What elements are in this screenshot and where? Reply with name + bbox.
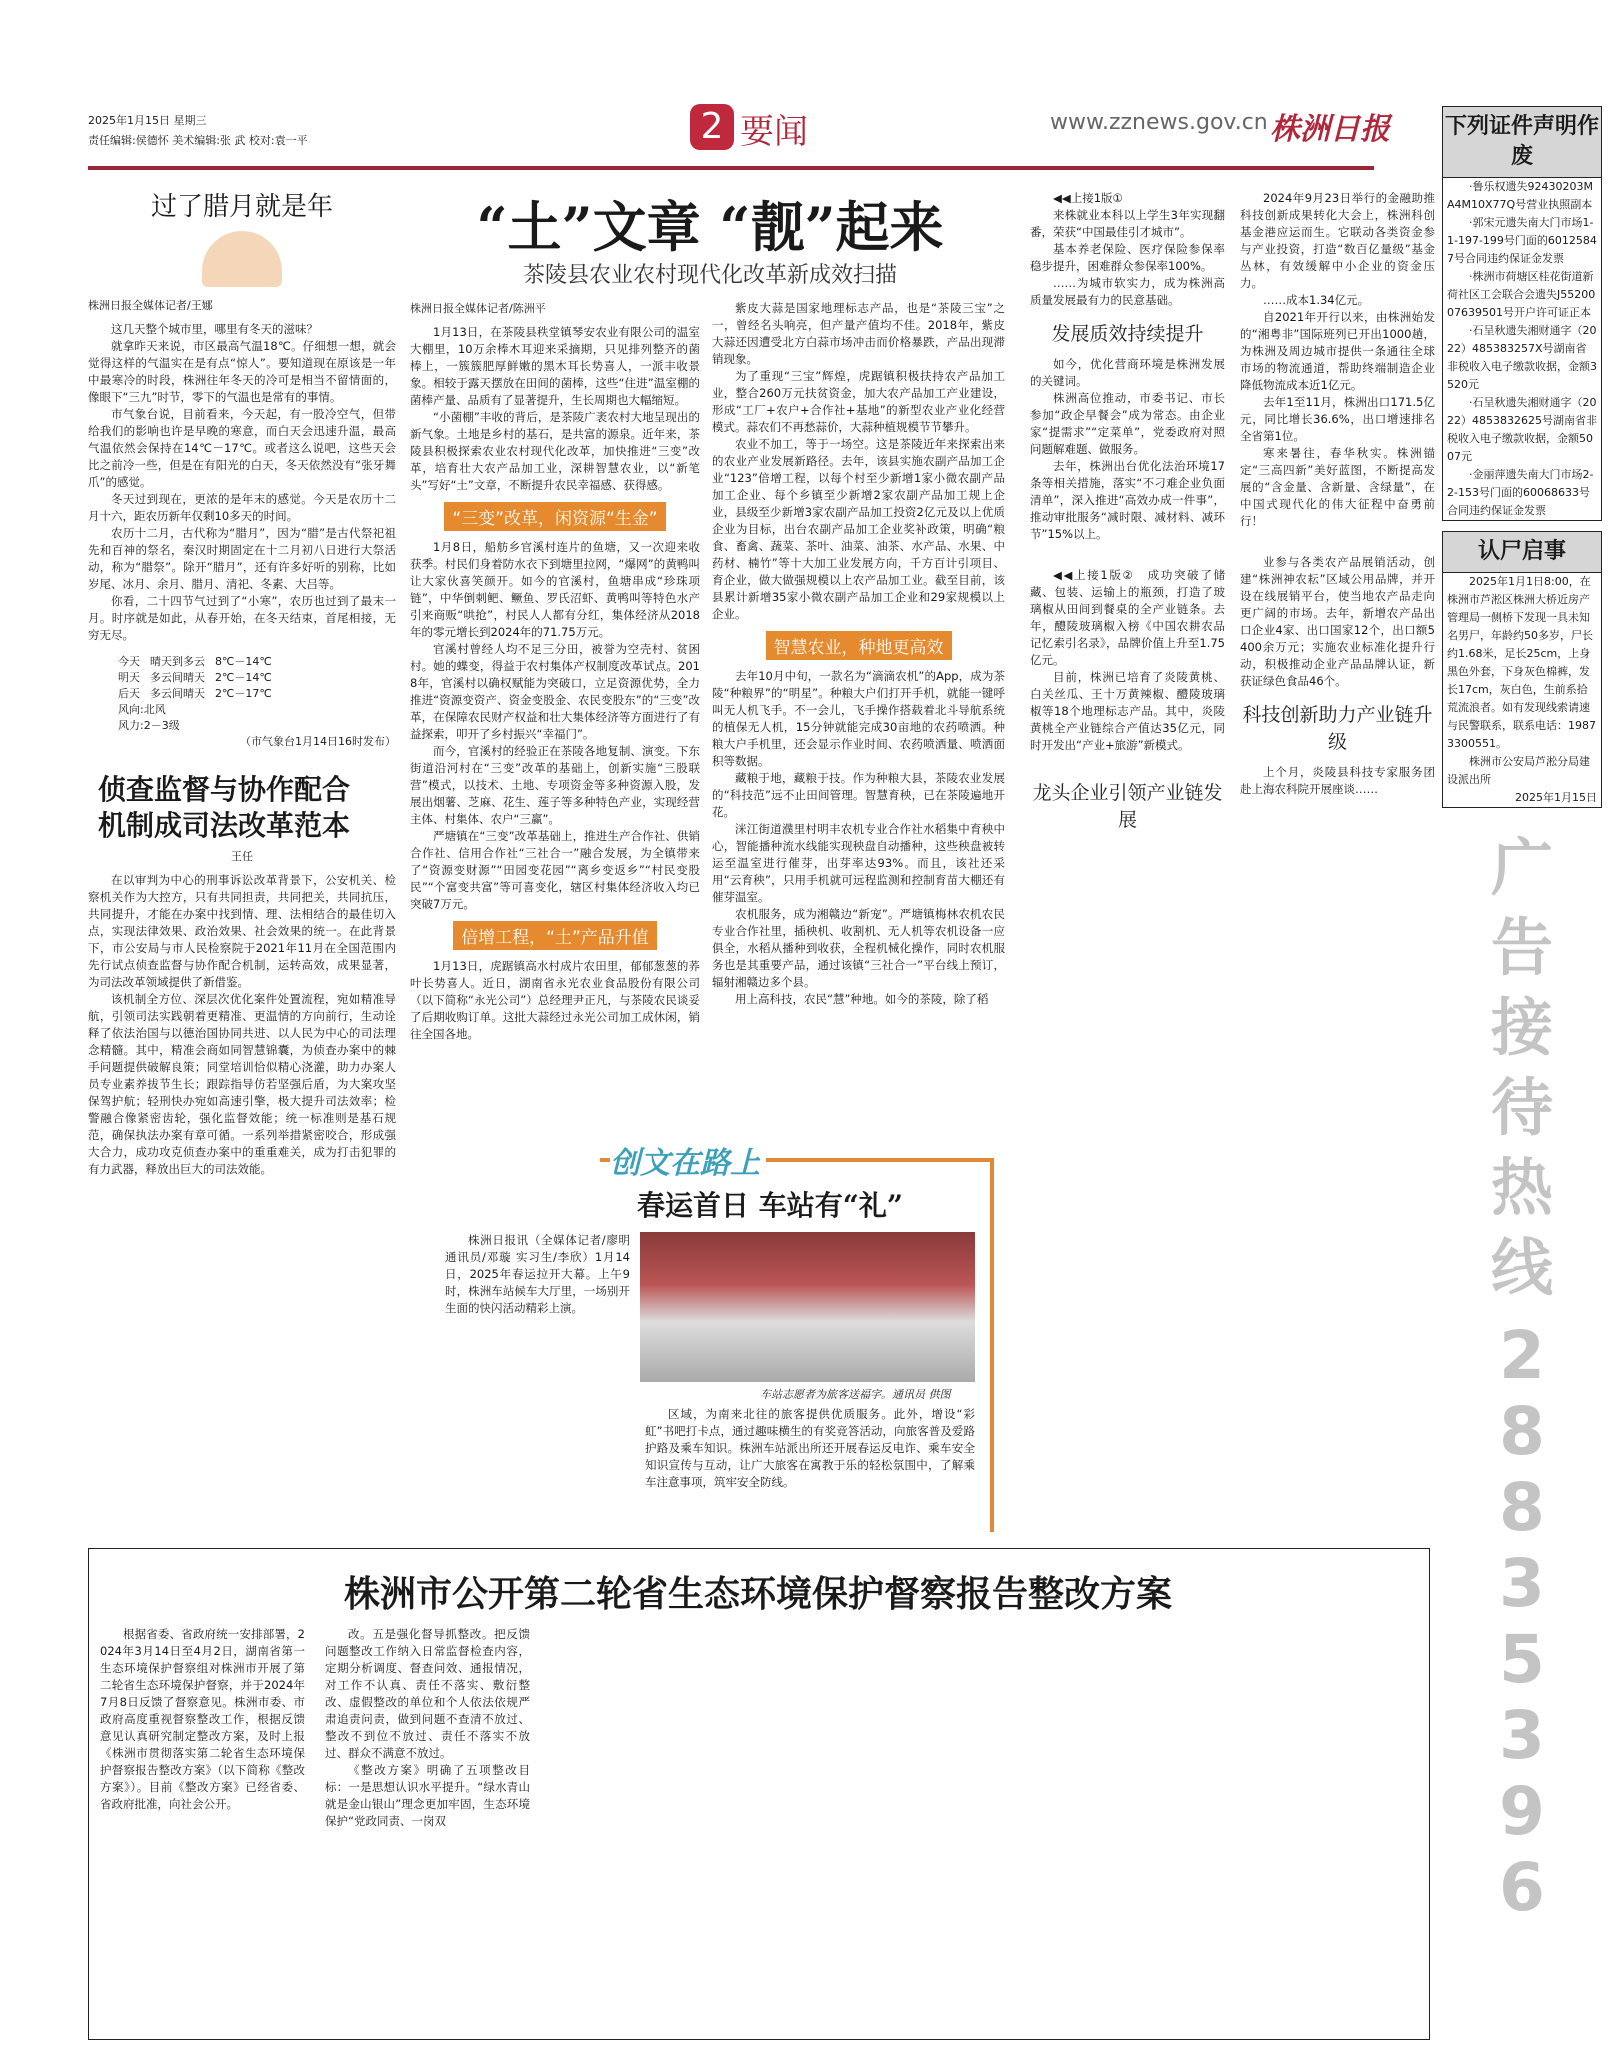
- weather-temp: 8℃－14℃: [215, 655, 272, 668]
- weather-day: 后天: [118, 687, 140, 700]
- main-column-2: [712, 300, 1005, 1008]
- subhead: 智慧农业，种地更高效: [766, 631, 952, 660]
- paragraph: 去年，株洲出台优化法治环境17条等相关措施，落实“不刁难企业负面清单”，深入推进“高效办成一件事”，推动审批服务“减时限、减材料、减环节”15%以上。: [1030, 459, 1225, 541]
- paragraph: 去年10月中旬，一款名为“滴滴农机”的App，成为茶陵“种粮界”的“明星”。种粮大户们打开手机，就能一键呼叫无人机飞手。不一会儿，飞手操作搭载着北斗导航系统的植保无人机，15分钟就能完成30亩地的农药喷洒。种粮大户手机里，还会显示作业时间、农药喷洒量、喷洒面积等数据。: [712, 669, 1005, 768]
- paragraph: ……为城市软实力，成为株洲高质量发展最有力的民意基础。: [1030, 276, 1225, 307]
- weather-temp: 2℃－14℃: [215, 671, 272, 684]
- right-column-1: [1030, 190, 1225, 842]
- paragraph: 而今，官溪村的经验正在茶陵各地复制、演变。下东街道沿河村在“三变”改革的基础上，创新实施“三股联营”模式，以技术、土地、专项资金等多种资源入股，发展出烟薯、芝麻、花生、莲子等多种特色产业，实现经营主体、村集体、农户“三赢”。: [410, 744, 700, 826]
- main-subtitle: 茶陵县农业农村现代化改革新成效扫描: [522, 263, 897, 288]
- weather-rows: [118, 654, 396, 702]
- notice-signer: 株洲市公安局芦淞分局建设派出所: [1447, 755, 1590, 786]
- newspaper-logo: 株洲日报: [1270, 112, 1390, 147]
- paragraph: 严塘镇在“三变”改革基础上，推进生产合作社、供销合作社、信用合作社“三社合一”融合发展，为全镇带来了“资源变财源”“田园变花园”“离乡变返乡”“村民变股民”“个富变共富”等可喜变化，辖区村集体经济收入均已突破7万元。: [410, 829, 700, 911]
- paragraph: ·郭宋元遗失南大门市场1-1-197-199号门面的60125847号合同违约保证金发票: [1447, 216, 1597, 265]
- notice-title: 认尸启事: [1443, 532, 1601, 573]
- ad-hotline-number: 28835396: [1499, 1317, 1545, 1926]
- feature-lead: [445, 1232, 630, 1317]
- weather-row: [118, 670, 396, 686]
- paragraph: 该机制全方位、深层次优化案件处置流程，宛如精准导航，引领司法实践朝着更精准、更温情的方向前行，生动诠释了依法治国与以德治国协同共进、以人民为中心的司法理念精髓。其中，精准会商如同智慧锦囊，为侦查办案中的棘手问题提供破解良策；同堂培训恰似精心浇灌，助力办案人员专业素养拔节生长；跟踪指导仿若坚强后盾，为大案攻坚保驾护航；轻刑快办宛如高速引擎，极大提升司法效率；检警融合像紧密齿轮，强化监督效能；统一标准则是基石规范，确保执法办案有章可循。一系列举措紧密咬合，形成强大合力，成功攻克侦查办案中的重重难关，成为打击犯罪的有力武器，释放出巨大的司法效能。: [88, 992, 396, 1176]
- paragraph: ·石呈秋遗失湘财通字（2022）485383257X号湖南省非税收入电子缴款收据，金额3520元: [1447, 324, 1597, 391]
- paragraph: 在以审判为中心的刑事诉讼改革背景下，公安机关、检察机关作为大控方，只有共同担责，共同把关，共同抗压，共同提升，才能在办案中找到情、理、法相结合的最佳切入点，实现法律效果、政治效果、社会效果的统一。在此背景下，市公安局与市人民检察院于2021年11月在全国范围内先行试点侦查监督与协作配合机制，运转高效，成果显著，为司法改革领域提供了新借鉴。: [88, 873, 396, 989]
- bottom-column-2: [325, 1626, 530, 1830]
- main-column-1: [410, 324, 700, 1043]
- paragraph: 冬天过到现在，更浓的是年末的感觉。今天是农历十二月十六，距农历新年仅剩10多天的时间。: [88, 492, 396, 523]
- section-heading: 科技创新助力产业链升级: [1242, 704, 1433, 753]
- paragraph: 为了重现“三宝”辉煌，虎踞镇积极扶持农产品加工业，整合260万元扶贫资金，加大农产品加工产业建设，形成“工厂+农户+合作社+基地”的新型农业产业化经营模式。蒜农们不再愁蒜价，大蒜种植规模节节攀升。: [712, 369, 1005, 434]
- byline: 株洲日报全媒体记者/王娜: [88, 299, 213, 312]
- weather-column-logo-icon: [202, 231, 282, 287]
- article-body: [88, 321, 396, 644]
- bottom-headline: 株洲市公开第二轮省生态环境保护督察报告整改方案: [343, 1573, 1172, 1615]
- notice-title: 下列证件声明作废: [1443, 107, 1601, 178]
- page-number-badge: 2: [690, 104, 734, 150]
- paragraph: ◀◀上接1版①: [1053, 191, 1123, 205]
- subhead: 倍增工程，“土”产品升值: [453, 921, 657, 950]
- paragraph: 来株就业本科以上学生3年实现翻番，荣获“中国最佳引才城市”。: [1030, 208, 1225, 239]
- ad-hotline-label: 广告接待热线: [1490, 831, 1553, 1304]
- weather-day: 明天: [118, 671, 140, 684]
- wind-direction: 风向:北风: [118, 703, 166, 716]
- weather-row: [118, 654, 396, 670]
- issue-date: 2025年1月15日 星期三: [88, 114, 207, 127]
- weather-temp: 2℃－17℃: [215, 687, 272, 700]
- paragraph: ·鲁乐权遗失92430203MA4M10X77Q号营业执照副本: [1447, 180, 1593, 211]
- left-column: [88, 186, 396, 1178]
- section: [1240, 554, 1435, 690]
- paragraph: “小菌棚”丰收的背后，是茶陵广袤农村大地呈现出的新气象。土地是乡村的基石，是共富的源泉。近年来，茶陵县积极探索农业农村现代化改革，加快推进“三变”改革，培育壮大农产品加工业，深耕智慧农业，以“新笔头”写好“土”文章，不断提升农民幸福感、获得感。: [410, 410, 700, 492]
- wind-force: 风力:2－3级: [118, 719, 180, 732]
- section-name: 要闻: [740, 112, 808, 152]
- header-rule: [88, 166, 1374, 170]
- section: [712, 668, 1005, 1008]
- notice-body: [1443, 178, 1601, 520]
- section: [1030, 190, 1225, 309]
- subhead: “三变”改革，闲资源“生金”: [444, 502, 665, 531]
- photo-caption: 车站志愿者为旅客送福字。通讯员 供图: [760, 1388, 951, 1401]
- title-line: 侦查监督与协作配合: [98, 773, 351, 806]
- paragraph: 农机服务，成为湘赣边“新宠”。严塘镇梅林农机农民专业合作社里，插秧机、收割机、无人机等农机设备一应俱全，水稻从播种到收获，全程机械化操作，同时农机服务也是其重要产品，通过该镇“三社合一”平台线上预订，辐射湘赣边多个县。: [712, 907, 1005, 989]
- title-line: 机制成司法改革范本: [98, 809, 351, 842]
- feature-title: 春运首日 车站有“礼”: [637, 1189, 903, 1222]
- paragraph: 藏粮于地，藏粮于技。作为种粮大县，茶陵农业发展的“科技范”远不止田间管理。智慧育秧，已在茶陵遍地开花。: [712, 771, 1005, 819]
- paragraph: 你看，二十四节气过到了“小寒”，农历也过到了最末一月。时序就是如此，从春开始，在冬天结束，首尾相接，无穷无尽。: [88, 594, 396, 642]
- paragraph: 业参与各类农产品展销活动，创建“株洲神农耘”区域公用品牌，并开设在线展销平台，使当地农产品走向更广阔的市场。去年，新增农产品出口企业4家、出口国家12个，出口额5400余万元；实施农业标准化提升行动，积极推动企业产品品牌认证，新获证绿色食品46个。: [1240, 555, 1435, 688]
- paragraph: 农业不加工，等于一场空。这是茶陵近年来探索出来的农业产业发展新路径。去年，该县实施农副产品加工企业“123”倍增工程，以每个村至少新增1家小微农副产品加工企业、每个乡镇至少新增2家农副产品加工规上企业，县级至少新增3家农副产品加工投资2亿元及以上优质企业为目标，出台农副产品加工企业奖补政策，明确“粮食、畜禽、蔬菜、茶叶、油菜、油茶、水产品、水果、中药材、楠竹”等十大加工业发展方向，千方百计引项目、育企业，做大做强规模以上农产品加工业。截至目前，该县累计新增35家小微农副产品加工企业和29家规模以上企业。: [712, 437, 1005, 621]
- lost-documents-notice: [1442, 106, 1602, 521]
- feature-body: [645, 1406, 975, 1491]
- article-title-lamonth: 过了腊月就是年: [150, 192, 333, 222]
- section: [1240, 190, 1435, 530]
- site-url[interactable]: www.zznews.gov.cn: [1050, 110, 1268, 135]
- unclaimed-body-notice: [1442, 531, 1602, 808]
- weather-desc: 多云间晴天: [150, 671, 205, 684]
- weather-forecast: [118, 654, 396, 750]
- paragraph: 根据省委、省政府统一安排部署，2024年3月14日至4月2日，湖南省第一生态环境保护督察组对株洲市开展了第二轮省生态环境保护督察，并于2024年7月8日反馈了督察意见。株洲市委、市政府高度重视督察整改工作，根据反馈意见认真研究制定整改方案，及时上报《株洲市贯彻落实第二轮省生态环境保护督察报告整改方案》（以下简称《整改方案》）。目前《整改方案》已经省委、省政府批准，向社会公开。: [100, 1627, 305, 1811]
- section: [410, 539, 700, 913]
- paragraph: ·株洲市荷塘区桂花街道新荷社区工会联合会遗失J5520007639501号开户许可证正本: [1447, 270, 1596, 319]
- paragraph: 区域，为南来北往的旅客提供优质服务。此外，增设“彩虹”书吧打卡点，通过趣味横生的有奖竞答活动，向旅客普及爱路护路及乘车知识。株洲车站派出所还开展春运反电诈、乘车安全知识宣传与互动，让广大旅客在寓教于乐的轻松氛围中，了解乘车注意事项，筑牢安全防线。: [645, 1407, 975, 1489]
- paragraph: 寒来暑往，春华秋实。株洲锚定“三高四新”美好蓝图，不断提高发展的“含金量、含新量、含绿量”，在中国式现代化的伟大征程中奋勇前行！: [1240, 446, 1435, 528]
- editors-line: 责任编辑:侯德怀 美术编辑:张 武 校对:袁一平: [88, 134, 308, 147]
- paragraph: ·金丽萍遗失南大门市场2-2-153号门面的60068633号合同违约保证金发票: [1447, 468, 1594, 517]
- paragraph: 改。五是强化督导抓整改。把反馈问题整改工作纳入日常监督检查内容，定期分析调度、督查问效、通报情况，对工作不认真、责任不落实、敷衍整改、虚假整改的单位和个人依法依规严肃追责问责，做到问题不查清不放过、整改不到位不放过、责任不落实不放过、群众不满意不放过。: [325, 1627, 530, 1760]
- article-body: [88, 872, 396, 1178]
- paragraph: 农历十二月，古代称为“腊月”，因为“腊”是古代祭祀祖先和百神的祭名，秦汉时期固定在十二月初八日进行大祭活动，称为“腊祭”。除开“腊月”，还有许多好听的别称，比如岁尾、冰月、余月、腊月、清祀、冬素、大吕等。: [88, 526, 396, 591]
- paragraph: 基本养老保险、医疗保险参保率稳步提升，困难群众参保率100%。: [1030, 242, 1225, 273]
- paragraph: ……成本1.34亿元。: [1263, 293, 1370, 307]
- section: [1240, 764, 1435, 798]
- forecast-source: （市气象台1月14日16时发布）: [240, 735, 396, 748]
- section: [712, 300, 1005, 623]
- paragraph: 1月8日，船舫乡官溪村连片的鱼塘，又一次迎来收获季。村民们身着防水衣下到塘里拉网，“爆网”的黄鸭叫让大家伙喜笑颜开。如今的官溪村，鱼塘串成“珍珠项链”，中华倒刺鲃、鳜鱼、罗氏沼虾、黄鸭叫等特色水产引来商贩“哄抢”，村民人人都有分红，集体经济从2018年的零元增长到2024年的71.75万元。: [410, 540, 700, 639]
- section: [1030, 567, 1225, 754]
- paragraph: 这几天整个城市里，哪里有冬天的滋味？: [111, 322, 318, 336]
- paragraph: 1月13日，虎踞镇高水村成片农田里，郁郁葱葱的荞叶长势喜人。近日，湖南省永光农业食品股份有限公司（以下简称“永光公司”）总经理尹正凡，与茶陵农民谈妥了后期收购订单。这批大蒜经过永光公司加工成休闲，销往全国各地。: [410, 959, 700, 1041]
- paragraph: 株洲高位推动，市委书记、市长参加“政企早餐会”成为常态。由企业家“提需求”“定菜单”，党委政府对照问题解难题、做服务。: [1030, 391, 1225, 456]
- paragraph: 市气象台说，目前看来，今天起，有一股冷空气，但带给我们的影响也许是早晚的寒意，而白天会迅速升温，最高气温依然会保持在14℃－17℃。或者这么说吧，这些天会比之前冷一些，但是在有阳光的白天，冬天依然没有“张牙舞爪”的感觉。: [88, 407, 396, 489]
- main-headline: “土”文章 “靓”起来: [476, 195, 944, 259]
- paragraph: ·石呈秋遗失湘财通字（2022）4853832625号湖南省非税收入电子缴款收据，金额5007元: [1447, 396, 1597, 463]
- notice-text: 2025年1月1日8:00，在株洲市芦淞区株洲大桥近房产管理局一侧桥下发现一具未知名男尸，年龄约50多岁，尸长约1.68米，足长25cm，上身黑色外套，下身灰色棉裤，发长17cm，灰白色，生前系拾荒流浪者。如有发现线索请速与民警联系，联系电话：19873300551。: [1447, 575, 1596, 750]
- paragraph: 就拿昨天来说，市区最高气温18℃。仔细想一想，就会觉得这样的气温实在是有点“惊人”。要知道现在原该是一年中最寒冷的时段，株洲往年冬天的冷可是相当不留情面的，像眼下“三九”时节，零下的气温也是常有的事情。: [88, 339, 396, 404]
- byline: 株洲日报全媒体记者/陈洲平: [410, 302, 546, 315]
- paragraph: 紫皮大蒜是国家地理标志产品，也是“茶陵三宝”之一，曾经名头响亮，但产量产值均不佳。2018年，紫皮大蒜还因遭受北方白蒜市场冲击而价格暴跌，产品出现滞销现象。: [712, 301, 1005, 366]
- article-title-judicial: [98, 772, 396, 844]
- weather-day: 今天: [118, 655, 140, 668]
- section-heading: 龙头企业引领产业链发展: [1032, 782, 1223, 831]
- weather-desc: 多云间晴天: [150, 687, 205, 700]
- weather-row: [118, 686, 396, 702]
- paragraph: 洣江街道濮里村明丰农机专业合作社水稻集中育秧中心，智能播种流水线能实现秧盘自动播种，这些秧盘被转运至温室进行催芽，出芽率达93%。而且，该社还采用“云育秧”，只用手机就可远程监测和控制育苗大棚还有催芽温室。: [712, 822, 1005, 904]
- paragraph: 官溪村曾经人均不足三分田，被誉为空壳村、贫困村。她的蝶变，得益于农村集体产权制度改革试点。2018年，官溪村以确权赋能为突破口，立足资源优势，全力推进“资源变资产、资金变股金、农民变股东”的“三变”改革，在保障农民财产权益和壮大集体经济等方面进行了有益探索，叩开了乡村振兴“幸福门”。: [410, 642, 700, 741]
- section: [410, 958, 700, 1043]
- section: [1030, 356, 1225, 543]
- paragraph: 株洲日报讯（全媒体记者/廖明 通讯员/邓璇 实习生/李欣）1月14日，2025年春运拉开大幕。上午9时，株洲车站候车大厅里，一场别开生面的快闪活动精彩上演。: [445, 1233, 630, 1315]
- notice-date: 2025年1月15日: [1515, 791, 1597, 804]
- section-heading: 发展质效持续提升: [1051, 323, 1204, 345]
- section: [410, 324, 700, 494]
- paragraph: 2024年9月23日举行的金融助推科技创新成果转化大会上，株洲科创基金港应运而生。它联动各类资金参与产业投资，打造“数百亿量级”基金丛林，有效缓解中小企业的资金压力。: [1240, 191, 1435, 290]
- paragraph: 上个月，炎陵县科技专家服务团赴上海农科院开展座谈……: [1240, 765, 1435, 796]
- paragraph: 1月13日，在茶陵县秩堂镇琴安农业有限公司的温室大棚里，10万余棒木耳迎来采摘期，只见排列整齐的菌棒上，一簇簇肥厚鲜嫩的黑木耳长势喜人，一派丰收景象。相较于露天摆放在田间的菌棒，这些“住进”温室棚的菌棒产量、品质有了显著提升，生长周期也大幅缩短。: [410, 325, 700, 407]
- author: 王任: [231, 850, 253, 863]
- paragraph: ◀◀上接1版② 成功突破了储藏、包装、运输上的瓶颈，打造了玻璃椒从田间到餐桌的全产业链条。去年，醴陵玻璃椒入榜《中国农耕农品记忆索引名录》，品牌价值上升至1.75亿元。: [1030, 568, 1225, 667]
- feature-photo: [640, 1232, 975, 1382]
- paragraph: 《整改方案》明确了五项整改目标：一是思想认识水平提升。“绿水青山就是金山银山”理念更加牢固，生态环境保护“党政同责、一岗双: [325, 1763, 530, 1828]
- right-column-2: [1240, 190, 1435, 798]
- paragraph: 如今，优化营商环境是株洲发展的关键词。: [1030, 357, 1225, 388]
- paragraph: 目前，株洲已培育了炎陵黄桃、白关丝瓜、王十万黄辣椒、醴陵玻璃椒等18个地理标志产品。其中，炎陵黄桃全产业链综合产值达35亿元，同时开发出“产业+旅游”新模式。: [1030, 670, 1225, 752]
- weather-desc: 晴天到多云: [150, 655, 205, 668]
- feature-banner: 创文在路上: [610, 1138, 766, 1182]
- paragraph: 去年1至11月，株洲出口171.5亿元，同比增长36.6%，出口增速排名全省第1位。: [1240, 395, 1435, 443]
- bottom-column-1: [100, 1626, 305, 1813]
- paragraph: 自2021年开行以来，由株洲始发的“湘粤非”国际班列已开出1000趟，为株洲及周边城市提供一条通往全球市场的物流通道，帮助终端制造企业降低物流成本近1亿元。: [1240, 310, 1435, 392]
- ad-column: [1442, 106, 1602, 1926]
- paragraph: 用上高科技，农民“慧”种地。如今的茶陵，除了稻: [735, 992, 989, 1006]
